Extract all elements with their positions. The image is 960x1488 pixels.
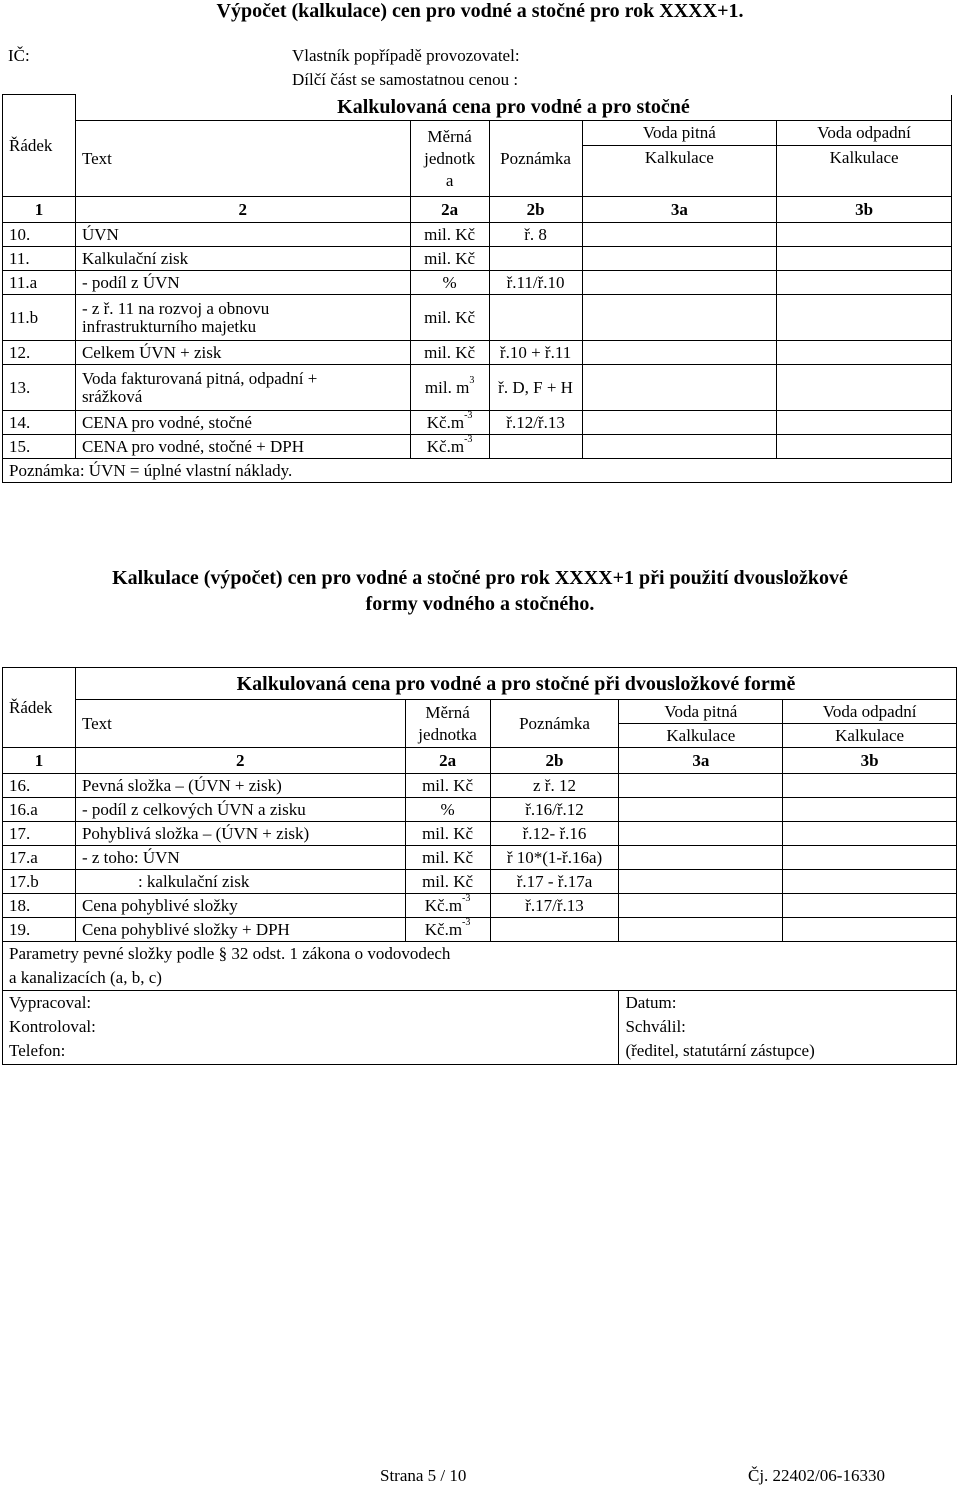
row-text: Cena pohyblivé složky + DPH — [75, 918, 405, 942]
row-number: 13. — [3, 365, 76, 411]
cell-waste[interactable] — [783, 822, 957, 846]
calc-table-1 — [2, 94, 952, 483]
table1-group-title: Kalkulovaná cena pro vodné a pro stočné — [75, 95, 951, 121]
cell-waste[interactable] — [777, 271, 952, 295]
part-label: Dílčí část se samostatnou cenou : — [292, 70, 519, 89]
colnum: 2 — [75, 197, 410, 223]
column-numbers — [3, 197, 952, 223]
row-note — [489, 295, 582, 341]
table-row — [3, 365, 952, 411]
row-text: : kalkulační zisk — [75, 870, 405, 894]
owner-label: Vlastník popřípadě provozovatel: — [292, 46, 520, 65]
reference-number: Čj. 22402/06-16330 — [748, 1466, 885, 1485]
colnum: 2 — [75, 748, 405, 774]
row-unit: mil. Kč — [405, 822, 490, 846]
row-number: 10. — [3, 223, 76, 247]
colnum: 2a — [410, 197, 489, 223]
row-unit: $Kč.m^{-3}$ — [405, 894, 490, 918]
row-note: ř.17 - ř.17a — [490, 870, 619, 894]
header-radek: Řádek — [3, 95, 76, 197]
row-note: ř.12- ř.16 — [490, 822, 619, 846]
row-unit: $Kč.m^{-3}$ — [410, 411, 489, 435]
row-text: Cena pohyblivé složky — [75, 894, 405, 918]
cell-water[interactable] — [582, 435, 777, 459]
table-row — [3, 774, 957, 798]
cell-water[interactable] — [619, 894, 783, 918]
row-text: - podíl z ÚVN — [75, 271, 410, 295]
row-text: Celkem ÚVN + zisk — [75, 341, 410, 365]
sign-right — [619, 991, 957, 1065]
cell-waste[interactable] — [783, 918, 957, 942]
colnum: 3a — [582, 197, 777, 223]
header-waste: Voda odpadní Kalkulace — [783, 700, 957, 748]
sign-left — [3, 991, 619, 1065]
cell-water[interactable] — [582, 411, 777, 435]
row-text: - z toho: ÚVN — [75, 846, 405, 870]
row-number: 14. — [3, 411, 76, 435]
table-row — [3, 918, 957, 942]
table1-footnote: Poznámka: ÚVN = úplné vlastní náklady. — [3, 459, 952, 483]
ic-label: IČ: — [8, 46, 30, 65]
header-note: Poznámka — [489, 121, 582, 197]
cell-water[interactable] — [582, 247, 777, 271]
row-unit: % — [405, 798, 490, 822]
table-row — [3, 341, 952, 365]
row-number: 11. — [3, 247, 76, 271]
row-number: 16. — [3, 774, 76, 798]
row-unit: mil. $m^3$ — [410, 365, 489, 411]
header-text: Text — [75, 700, 405, 748]
row-text: - z ř. 11 na rozvoj a obnovu infrastrukturního majetku — [75, 295, 410, 341]
row-unit: mil. Kč — [405, 774, 490, 798]
header-unit: Měrná jednotka — [405, 700, 490, 748]
params-row — [3, 942, 957, 991]
cell-waste[interactable] — [783, 846, 957, 870]
cell-waste[interactable] — [777, 411, 952, 435]
row-note: ř.16/ř.12 — [490, 798, 619, 822]
cell-water[interactable] — [619, 774, 783, 798]
row-number: 18. — [3, 894, 76, 918]
header-radek: Řádek — [3, 668, 76, 748]
table-row — [3, 435, 952, 459]
cell-water[interactable] — [582, 271, 777, 295]
row-number: 11.b — [3, 295, 76, 341]
row-unit: $Kč.m^{-3}$ — [410, 435, 489, 459]
colnum: 2b — [489, 197, 582, 223]
column-numbers — [3, 748, 957, 774]
row-number: 15. — [3, 435, 76, 459]
row-note: ř. D, F + H — [489, 365, 582, 411]
table-row — [3, 247, 952, 271]
cell-water[interactable] — [582, 341, 777, 365]
cell-waste[interactable] — [783, 798, 957, 822]
table-row — [3, 223, 952, 247]
cell-waste[interactable] — [777, 341, 952, 365]
row-unit: mil. Kč — [410, 295, 489, 341]
header-waste: Voda odpadní Kalkulace — [777, 121, 952, 197]
row-unit: $Kč.m^{-3}$ — [405, 918, 490, 942]
row-note — [490, 918, 619, 942]
row-note: ř.17/ř.13 — [490, 894, 619, 918]
page-number: Strana 5 / 10 — [380, 1466, 467, 1485]
section2-title: Kalkulace (výpočet) cen pro vodné a stočné pro rok XXXX+1 při použití dvousložkové formy vodného a stočného. — [112, 567, 848, 615]
row-text: Voda fakturovaná pitná, odpadní + srážková — [75, 365, 410, 411]
sign-row — [3, 991, 957, 1065]
row-note: ř.11/ř.10 — [489, 271, 582, 295]
colnum: 2b — [490, 748, 619, 774]
calc-table-2 — [2, 667, 957, 1065]
table-row — [3, 822, 957, 846]
row-text: Kalkulační zisk — [75, 247, 410, 271]
table2-group-title: Kalkulovaná cena pro vodné a pro stočné při dvousložkové formě — [75, 668, 956, 700]
table-row — [3, 846, 957, 870]
row-text: ÚVN — [75, 223, 410, 247]
colnum: 3b — [777, 197, 952, 223]
prepared-label: Vypracoval: — [9, 993, 92, 1012]
cell-waste[interactable] — [777, 435, 952, 459]
table-row — [3, 295, 952, 341]
row-number: 19. — [3, 918, 76, 942]
cell-water[interactable] — [582, 365, 777, 411]
approved-label: Schválil: — [625, 1017, 686, 1036]
row-number: 16.a — [3, 798, 76, 822]
colnum: 3b — [783, 748, 957, 774]
phone-label: Telefon: — [9, 1041, 66, 1060]
cell-waste[interactable] — [783, 894, 957, 918]
row-text: Pohyblivá složka – (ÚVN + zisk) — [75, 822, 405, 846]
cell-water[interactable] — [619, 870, 783, 894]
table-row — [3, 870, 957, 894]
row-unit: mil. Kč — [410, 341, 489, 365]
row-unit: mil. Kč — [405, 870, 490, 894]
row-note: ř 10*(1-ř.16a) — [490, 846, 619, 870]
cell-water[interactable] — [582, 295, 777, 341]
params-text: Parametry pevné složky podle § 32 odst. 1 zákona o vodovodech a kanalizacích (a, b, c) — [3, 942, 957, 991]
row-number: 17. — [3, 822, 76, 846]
cell-waste[interactable] — [777, 223, 952, 247]
row-note: ř.12/ř.13 — [489, 411, 582, 435]
approved-note: (ředitel, statutární zástupce) — [625, 1041, 815, 1060]
row-unit: mil. Kč — [410, 247, 489, 271]
checked-label: Kontroloval: — [9, 1017, 96, 1036]
row-text: CENA pro vodné, stočné — [75, 411, 410, 435]
row-number: 11.a — [3, 271, 76, 295]
row-text: - podíl z celkových ÚVN a zisku — [75, 798, 405, 822]
row-note: ř.10 + ř.11 — [489, 341, 582, 365]
colnum: 3a — [619, 748, 783, 774]
row-unit: mil. Kč — [405, 846, 490, 870]
row-note — [489, 435, 582, 459]
row-note — [489, 247, 582, 271]
colnum: 1 — [3, 748, 76, 774]
colnum: 1 — [3, 197, 76, 223]
table-row — [3, 411, 952, 435]
row-number: 17.a — [3, 846, 76, 870]
row-text: CENA pro vodné, stočné + DPH — [75, 435, 410, 459]
row-number: 17.b — [3, 870, 76, 894]
header-note: Poznámka — [490, 700, 619, 748]
cell-water[interactable] — [619, 846, 783, 870]
cell-water[interactable] — [582, 223, 777, 247]
row-unit: mil. Kč — [410, 223, 489, 247]
header-water: Voda pitná Kalkulace — [619, 700, 783, 748]
header-text: Text — [75, 121, 410, 197]
cell-waste[interactable] — [783, 870, 957, 894]
cell-waste[interactable] — [777, 295, 952, 341]
row-note: z ř. 12 — [490, 774, 619, 798]
header-water: Voda pitná Kalkulace — [582, 121, 777, 197]
row-number: 12. — [3, 341, 76, 365]
row-note: ř. 8 — [489, 223, 582, 247]
row-text: Pevná složka – (ÚVN + zisk) — [75, 774, 405, 798]
table-row — [3, 894, 957, 918]
header-unit: Měrná jednotk a — [410, 121, 489, 197]
row-unit: % — [410, 271, 489, 295]
colnum: 2a — [405, 748, 490, 774]
cell-waste[interactable] — [777, 247, 952, 271]
cell-water[interactable] — [619, 822, 783, 846]
cell-water[interactable] — [619, 798, 783, 822]
table-row — [3, 798, 957, 822]
cell-water[interactable] — [619, 918, 783, 942]
cell-waste[interactable] — [777, 365, 952, 411]
date-label: Datum: — [625, 993, 677, 1012]
document-title: Výpočet (kalkulace) cen pro vodné a stočné pro rok XXXX+1. — [216, 0, 744, 22]
cell-waste[interactable] — [783, 774, 957, 798]
footnote-row — [3, 459, 952, 483]
table-row — [3, 271, 952, 295]
